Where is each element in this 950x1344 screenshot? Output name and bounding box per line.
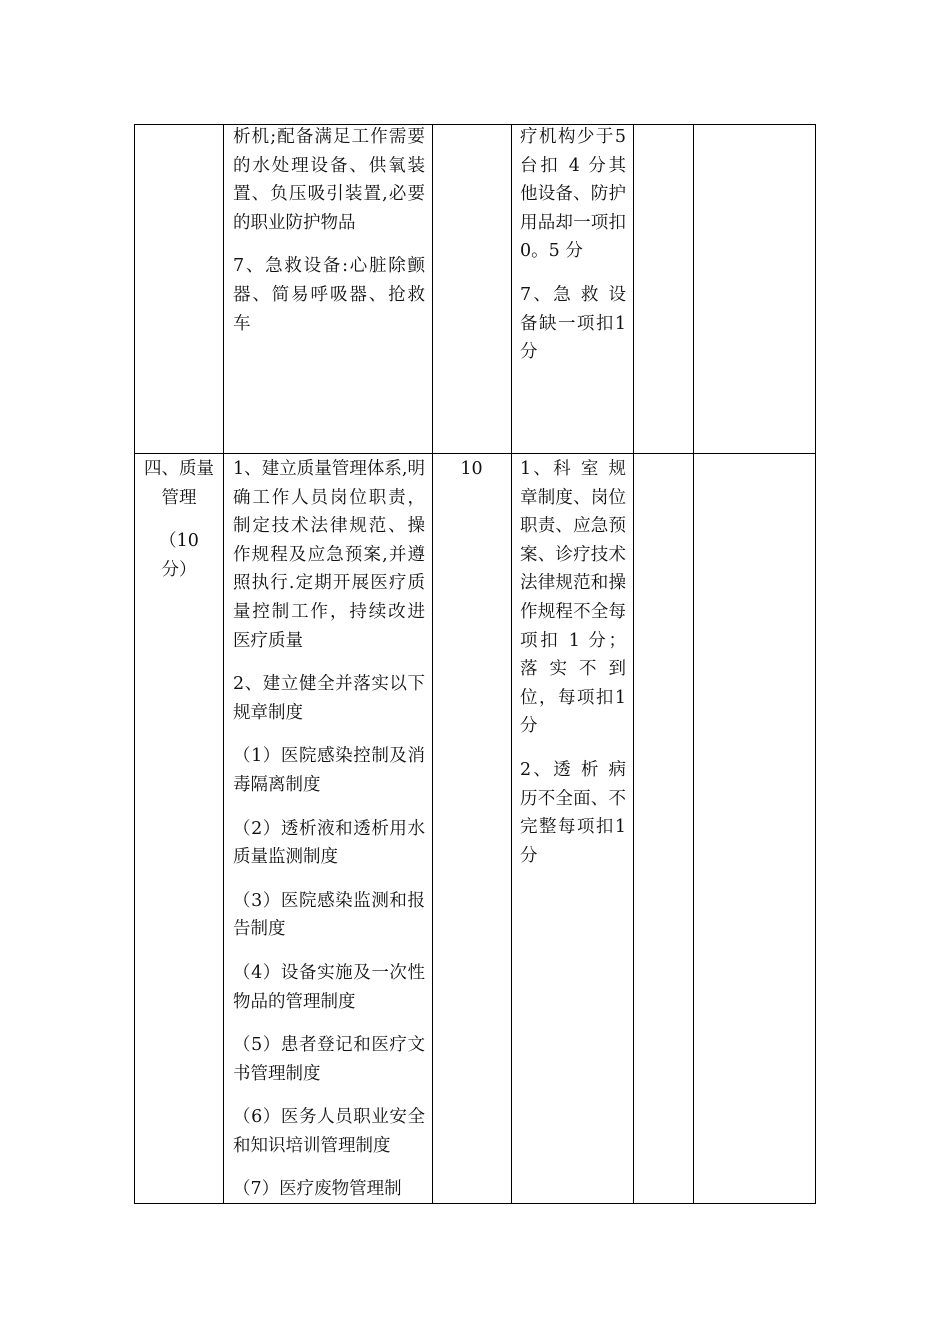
evaluation-table — [134, 124, 816, 1204]
deduction-paragraph: 1、科 室 规章制度、岗位职责、应急预案、诊疗技术法律规范和操作规程不全每项扣 1 分；落 实 不 到位，每项扣1 分 — [520, 459, 626, 737]
content-paragraph: 2、建立健全并落实以下规章制度 — [233, 674, 425, 723]
section-title: 四、质量管理 — [144, 459, 214, 508]
deduction-paragraph: 7、急 救 设备缺一项扣1 分 — [520, 284, 626, 363]
deduction-paragraph: 疗机构少于5 台扣 4 分其他设备、防护用品却一项扣 0。5 分 — [520, 127, 626, 262]
content-paragraph: （3）医院感染监测和报告制度 — [233, 890, 425, 940]
row1-deduction-cell — [520, 123, 626, 382]
column-divider — [511, 125, 512, 1203]
content-paragraph: （4）设备实施及一次性物品的管理制度 — [233, 962, 425, 1012]
row-divider — [135, 453, 815, 454]
column-divider — [693, 125, 694, 1203]
row1-content-cell — [233, 123, 425, 353]
content-paragraph: （1）医院感染控制及消毒隔离制度 — [233, 746, 425, 795]
column-divider — [223, 125, 224, 1203]
section-points: （10分） — [159, 531, 199, 580]
column-divider — [633, 125, 634, 1203]
column-divider — [432, 125, 433, 1203]
row2-deduction-cell — [520, 455, 626, 885]
row1-item-cell — [135, 125, 223, 453]
content-paragraph: 1、建立质量管理体系,明确工作人员岗位职责，制定技术法律规范、操作规程及应急预案,并遵照执行.定期开展医疗质量控制工作，持续改进医疗质量 — [233, 459, 425, 651]
row2-item-cell — [143, 455, 215, 599]
row2-content-cell — [233, 455, 425, 1219]
deduction-paragraph: 2、透 析 病历不全面、不完整每项扣1 分 — [520, 759, 626, 866]
content-paragraph: 析机;配备满足工作需要的水处理设备、供氧装置、负压吸引装置,必要的职业防护物品 — [233, 127, 425, 233]
content-paragraph: （2）透析液和透析用水质量监测制度 — [233, 818, 425, 868]
content-paragraph: 7、急救设备:心脏除颤器、简易呼吸器、抢救车 — [233, 256, 425, 334]
row2-score-cell: 10 — [460, 459, 483, 479]
content-paragraph: （6）医务人员职业安全和知识培训管理制度 — [233, 1107, 425, 1156]
content-paragraph: （5）患者登记和医疗文书管理制度 — [233, 1035, 425, 1084]
content-paragraph: （7）医疗废物管理制 — [233, 1179, 402, 1200]
